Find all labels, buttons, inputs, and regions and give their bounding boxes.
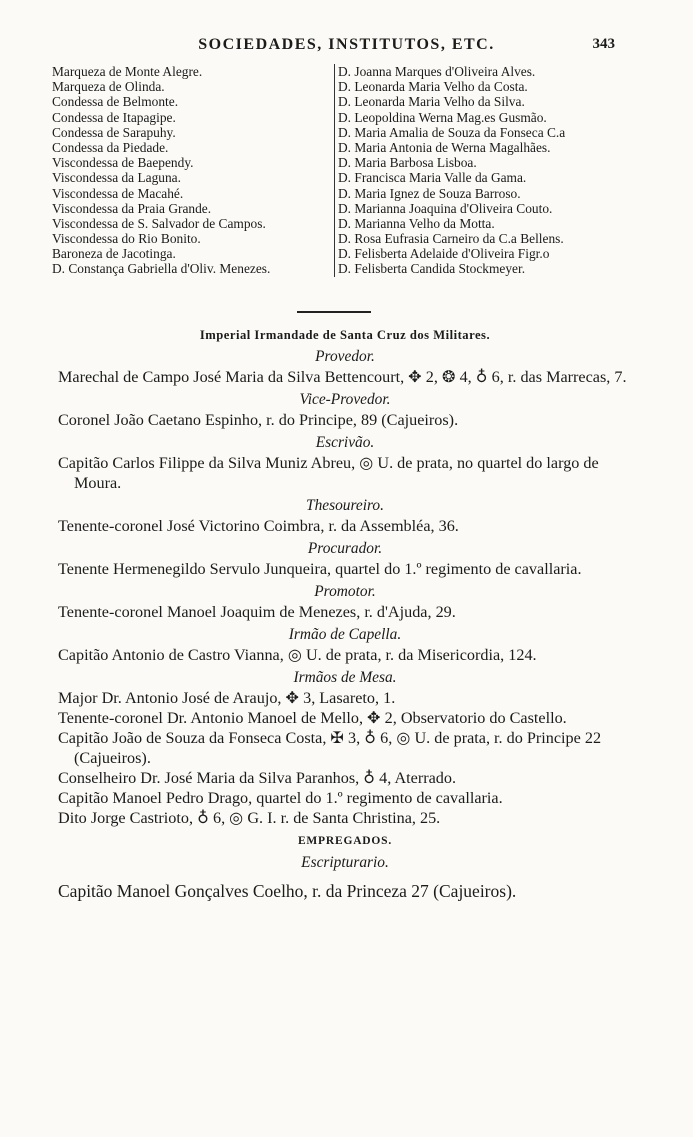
entry-mesa: Tenente-coronel Dr. Antonio Manoel de Mello, ✥ 2, Observatorio do Castello. — [58, 709, 567, 727]
list-item: Viscondessa da Praia Grande. — [52, 200, 212, 216]
list-item: D. Constança Gabriella d'Oliv. Menezes. — [52, 261, 271, 277]
list-item: Baroneza de Jacotinga. — [52, 246, 176, 262]
role-heading: Escripturario. — [301, 854, 389, 871]
right-column — [334, 64, 628, 277]
list-item: D. Maria Barbosa Lisboa. — [338, 155, 477, 171]
entry-escrivao: Capitão Carlos Filippe da Silva Muniz Abreu, ◎ U. de prata, no quartel do largo de Moura. — [58, 454, 599, 492]
left-column — [52, 64, 330, 277]
role-heading: Irmão de Capella. — [288, 626, 402, 643]
list-item: D. Marianna Velho da Motta. — [338, 215, 495, 231]
entry-mesa: Major Dr. Antonio José de Araujo, ✥ 3, Lasareto, 1. — [58, 689, 396, 707]
role-heading: Escrivão. — [315, 434, 375, 451]
section-title: Imperial Irmandade de Santa Cruz dos Militares. — [199, 328, 491, 342]
list-item: D. Marianna Joaquina d'Oliveira Couto. — [338, 200, 553, 216]
role-heading: Thesoureiro. — [306, 497, 384, 514]
role-heading: Irmãos de Mesa. — [293, 669, 397, 686]
role-heading: Promotor. — [314, 583, 376, 600]
list-item: Marqueza de Monte Alegre. — [52, 64, 203, 79]
list-item: Condessa da Piedade. — [52, 139, 169, 155]
list-item: D. Leopoldina Werna Mag.es Gusmão. — [338, 109, 547, 125]
list-item: D. Maria Amalia de Souza da Fonseca C.a — [338, 124, 566, 140]
empregados-heading: EMPREGADOS. — [297, 835, 393, 847]
list-item: D. Joanna Marques d'Oliveira Alves. — [338, 64, 536, 79]
list-item: Viscondessa de Baependy. — [52, 155, 194, 171]
list-item: Viscondessa do Rio Bonito. — [52, 231, 201, 247]
list-item: Viscondessa da Laguna. — [52, 170, 181, 186]
section-body — [50, 324, 640, 903]
list-item: Condessa de Belmonte. — [52, 94, 179, 110]
entry-procurador: Tenente Hermenegildo Servulo Junqueira, quartel do 1.º regimento de cavallaria. — [58, 560, 582, 578]
running-header — [0, 36, 693, 56]
entry-mesa: Dito Jorge Castrioto, ♁ 6, ◎ G. I. r. de Santa Christina, 25. — [58, 809, 441, 827]
entry-escripturario: Capitão Manoel Gonçalves Coelho, r. da Princeza 27 (Cajueiros). — [58, 881, 517, 901]
role-heading: Procurador. — [307, 540, 383, 557]
entry-thesoureiro: Tenente-coronel José Victorino Coimbra, r. da Assembléa, 36. — [58, 517, 459, 535]
entry-promotor: Tenente-coronel Manoel Joaquim de Menezes, r. d'Ajuda, 29. — [58, 603, 456, 621]
entry-mesa: Capitão João de Souza da Fonseca Costa, ✠ 3, ♁ 6, ◎ U. de prata, r. do Principe 22 (Cajueiros). — [58, 729, 602, 767]
list-item: D. Felisberta Adelaide d'Oliveira Figr.o — [338, 246, 550, 262]
role-heading: Provedor. — [315, 348, 375, 365]
members-columns — [52, 64, 622, 308]
list-item: D. Maria Antonia de Werna Magalhães. — [338, 139, 551, 155]
list-item: Condessa de Sarapuhy. — [52, 124, 176, 140]
list-item: D. Leonarda Maria Velho da Costa. — [338, 79, 528, 95]
entry-provedor: Marechal de Campo José Maria da Silva Bettencourt, ✥ 2, ❂ 4, ♁ 6, r. das Marrecas, 7. — [58, 368, 627, 386]
entry-vice-provedor: Coronel João Caetano Espinho, r. do Principe, 89 (Cajueiros). — [58, 411, 459, 429]
list-item: D. Leonarda Maria Velho da Silva. — [338, 94, 525, 110]
page-number: 343 — [592, 36, 615, 52]
section-divider — [297, 311, 371, 313]
entry-irmao-capella: Capitão Antonio de Castro Vianna, ◎ U. de prata, r. da Misericordia, 124. — [58, 646, 537, 664]
entry-mesa: Capitão Manoel Pedro Drago, quartel do 1.º regimento de cavallaria. — [58, 789, 503, 807]
list-item: Viscondessa de Macahé. — [52, 185, 184, 201]
list-item: Marqueza de Olinda. — [52, 79, 165, 95]
list-item: D. Maria Ignez de Souza Barroso. — [338, 185, 521, 201]
entry-mesa: Conselheiro Dr. José Maria da Silva Paranhos, ♁ 4, Aterrado. — [58, 769, 457, 787]
list-item: D. Rosa Eufrasia Carneiro da C.a Bellens. — [338, 231, 564, 247]
list-item: D. Francisca Maria Valle da Gama. — [338, 170, 527, 186]
list-item: Viscondessa de S. Salvador de Campos. — [52, 215, 266, 231]
role-heading: Vice-Provedor. — [299, 391, 391, 408]
list-item: D. Felisberta Candida Stockmeyer. — [338, 261, 526, 277]
list-item: Condessa de Itapagipe. — [52, 109, 176, 125]
header-title: SOCIEDADES, INSTITUTOS, ETC. — [198, 36, 495, 53]
